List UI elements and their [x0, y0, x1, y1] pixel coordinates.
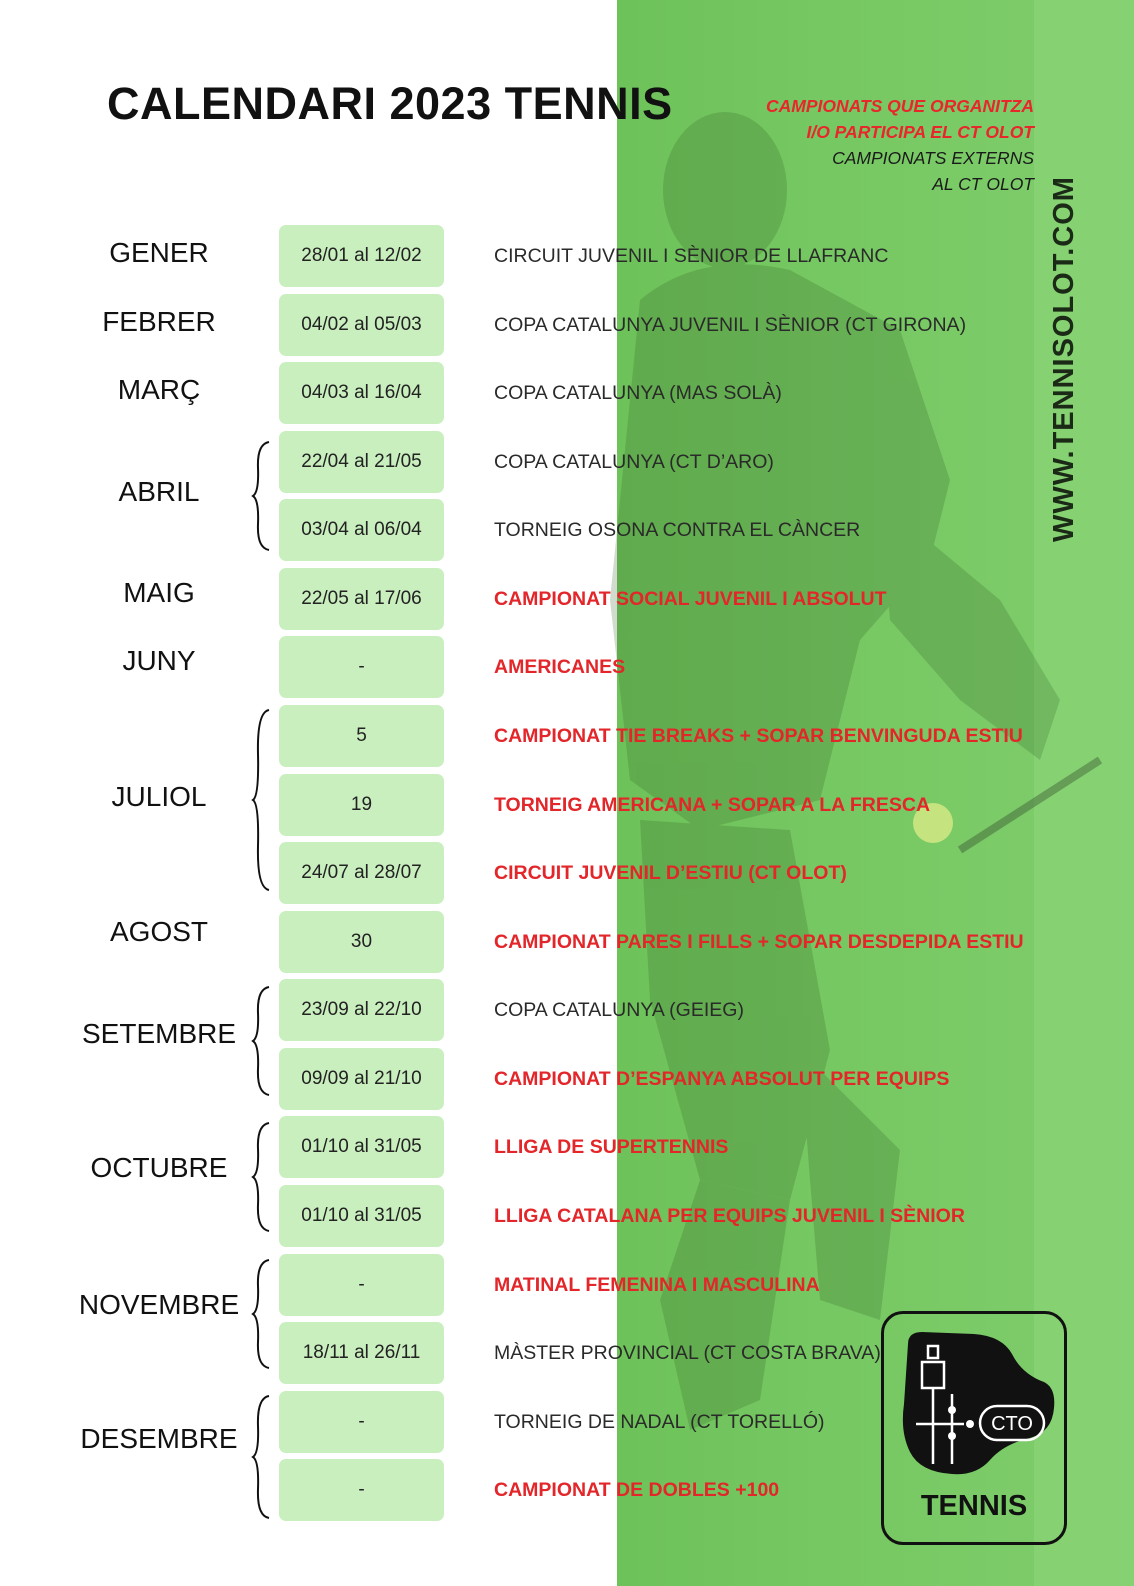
legend-external-line-2: AL CT OLOT [932, 174, 1034, 194]
date-box: - [279, 636, 444, 698]
event-name: MATINAL FEMENINA I MASCULINA [494, 1273, 820, 1296]
logo-label: TENNIS [920, 1490, 1028, 1522]
event-name: LLIGA DE SUPERTENNIS [494, 1135, 729, 1158]
brace-abril [251, 440, 273, 552]
event-name: TORNEIG DE NADAL (CT TORELLÓ) [494, 1410, 825, 1433]
legend [766, 93, 1034, 197]
event-name: COPA CATALUNYA (GEIEG) [494, 998, 744, 1021]
event-name: CAMPIONAT D’ESPANYA ABSOLUT PER EQUIPS [494, 1067, 950, 1090]
date-box: - [279, 1459, 444, 1521]
event-name: COPA CATALUNYA JUVENIL I SÈNIOR (CT GIRONA) [494, 313, 967, 336]
event-name: AMERICANES [494, 655, 626, 678]
month-marc: MARÇ [117, 374, 201, 405]
date-box: 5 [279, 705, 444, 767]
legend-external-line-1: CAMPIONATS EXTERNS [832, 148, 1034, 168]
date-box: 24/07 al 28/07 [279, 842, 444, 904]
cto-logo-icon [894, 1324, 1056, 1484]
date-box: 04/02 al 05/03 [279, 294, 444, 356]
date-box: 28/01 al 12/02 [279, 225, 444, 287]
legend-organized-line-1: CAMPIONATS QUE ORGANITZA [765, 96, 1034, 116]
month-novembre: NOVEMBRE [78, 1289, 240, 1320]
event-name: TORNEIG OSONA CONTRA EL CÀNCER [494, 518, 861, 541]
date-box: 23/09 al 22/10 [279, 979, 444, 1041]
date-box: 01/10 al 31/05 [279, 1185, 444, 1247]
event-name: CAMPIONAT DE DOBLES +100 [494, 1478, 780, 1501]
event-name: LLIGA CATALANA PER EQUIPS JUVENIL I SÈNIOR [494, 1204, 965, 1227]
event-name: COPA CATALUNYA (CT D’ARO) [494, 450, 774, 473]
month-octubre: OCTUBRE [90, 1152, 228, 1183]
month-abril: ABRIL [118, 476, 200, 507]
brace-juliol [251, 708, 273, 892]
date-box: 04/03 al 16/04 [279, 362, 444, 424]
legend-organized-line-2: I/O PARTICIPA EL CT OLOT [806, 122, 1034, 142]
event-name: CIRCUIT JUVENIL I SÈNIOR DE LLAFRANC [494, 244, 889, 267]
event-name: CAMPIONAT PARES I FILLS + SOPAR DESDEPIDA ESTIU [494, 930, 1024, 953]
event-name: CAMPIONAT TIE BREAKS + SOPAR BENVINGUDA ESTIU [494, 724, 1023, 747]
date-box: 03/04 al 06/04 [279, 499, 444, 561]
month-juliol: JULIOL [111, 781, 207, 812]
website-url: WWW.TENNISOLOT.COM [1048, 176, 1080, 542]
month-maig: MAIG [123, 577, 195, 608]
date-box: - [279, 1391, 444, 1453]
event-name: CIRCUIT JUVENIL D’ESTIU (CT OLOT) [494, 861, 847, 884]
page-title: CALENDARI 2023 TENNIS [107, 78, 673, 129]
month-juny: JUNY [122, 645, 196, 676]
event-name: CAMPIONAT SOCIAL JUVENIL I ABSOLUT [494, 587, 887, 610]
month-gener: GENER [109, 237, 209, 268]
event-name: TORNEIG AMERICANA + SOPAR A LA FRESCA [494, 793, 931, 816]
date-box: 01/10 al 31/05 [279, 1116, 444, 1178]
month-desembre: DESEMBRE [80, 1423, 238, 1454]
brace-novembre [251, 1258, 273, 1370]
month-febrer: FEBRER [102, 306, 216, 337]
date-box: 22/05 al 17/06 [279, 568, 444, 630]
date-box: - [279, 1254, 444, 1316]
brace-desembre [251, 1394, 273, 1520]
event-name: COPA CATALUNYA (MAS SOLÀ) [494, 381, 782, 404]
event-name: MÀSTER PROVINCIAL (CT COSTA BRAVA) [494, 1341, 881, 1364]
date-box: 18/11 al 26/11 [279, 1322, 444, 1384]
date-box: 19 [279, 774, 444, 836]
date-box: 30 [279, 911, 444, 973]
club-logo [881, 1311, 1067, 1545]
brace-setembre [251, 985, 273, 1097]
month-setembre: SETEMBRE [81, 1018, 237, 1049]
brace-octubre [251, 1121, 273, 1233]
date-box: 22/04 al 21/05 [279, 431, 444, 493]
logo-badge-text: CTO [991, 1413, 1033, 1435]
month-agost: AGOST [109, 916, 208, 947]
date-box: 09/09 al 21/10 [279, 1048, 444, 1110]
